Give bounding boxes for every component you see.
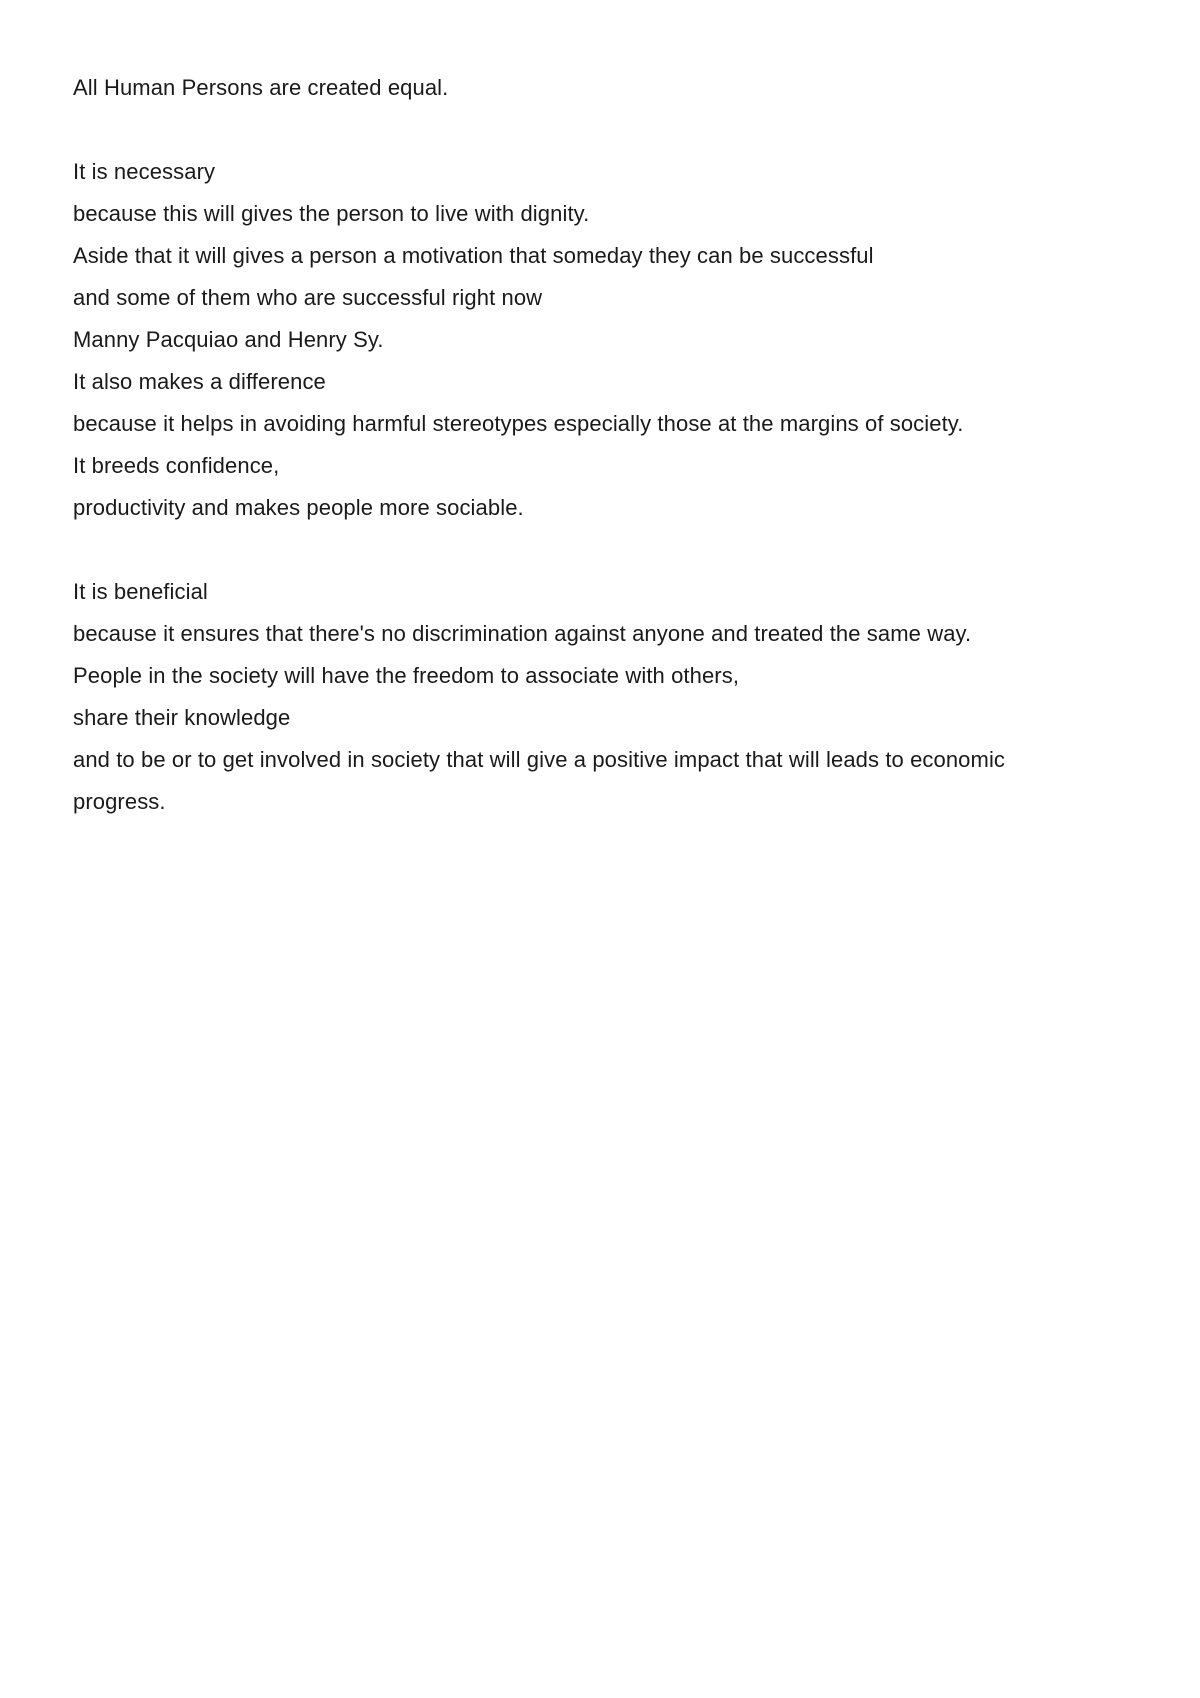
section1-line: Manny Pacquiao and Henry Sy. <box>73 327 384 352</box>
section2-line: It is beneficial <box>73 579 208 604</box>
section1-line: It also makes a difference <box>73 369 326 394</box>
section1-line: productivity and makes people more sociable. <box>73 495 524 520</box>
section1-line: and some of them who are successful right now <box>73 285 543 310</box>
section1-line: It is necessary <box>73 159 216 184</box>
section2-line: because it ensures that there's no discrimination against anyone and treated the same way. <box>73 621 972 646</box>
section1-line: It breeds confidence, <box>73 453 280 478</box>
section2-line: People in the society will have the freedom to associate with others, <box>73 663 740 688</box>
title-line: All Human Persons are created equal. <box>73 75 449 100</box>
paragraph-spacer <box>73 529 1133 571</box>
section1-line: because this will gives the person to live with dignity. <box>73 201 590 226</box>
section2-line: and to be or to get involved in society that will give a positive impact that will leads to economic <box>73 747 1006 772</box>
section1-line: Aside that it will gives a person a motivation that someday they can be successful <box>73 243 874 268</box>
section1-line: because it helps in avoiding harmful stereotypes especially those at the margins of society. <box>73 411 964 436</box>
section2-line: progress. <box>73 789 166 814</box>
section2-line: share their knowledge <box>73 705 291 730</box>
document-body <box>73 67 1133 823</box>
paragraph-spacer <box>73 109 1133 151</box>
